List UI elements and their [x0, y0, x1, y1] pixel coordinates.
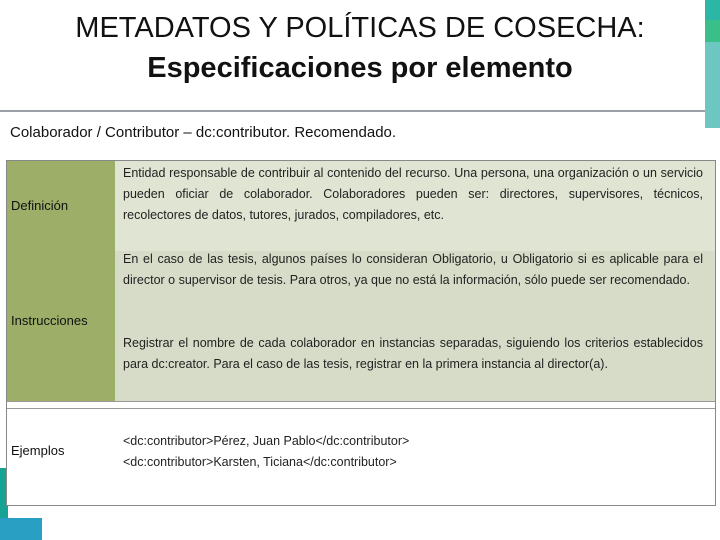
- label-instrucciones: Instrucciones: [11, 313, 88, 328]
- separator-content-cell: [115, 401, 715, 409]
- definicion-text: Entidad responsable de contribuir al contenido del recurso. Una persona, una organización o un servicio pueden oficiar de colaborador. Colaboradores pueden ser: directores, supervisores, técnicos, recolectores de datos, tutores, jurados, compiladores, etc.: [123, 166, 703, 222]
- slide-title: [0, 8, 720, 88]
- title-divider: [0, 110, 705, 112]
- specification-table: [6, 160, 716, 506]
- row-ejemplos: [7, 409, 715, 505]
- slide-title-line1: METADATOS Y POLÍTICAS DE COSECHA:: [75, 12, 645, 44]
- ejemplos-text: [123, 431, 703, 473]
- example-line-2: <dc:contributor>Karsten, Ticiana</dc:contributor>: [123, 455, 397, 469]
- row-content-cell: [115, 409, 715, 505]
- row-content-cell: [115, 161, 715, 251]
- row-label-cell: [7, 161, 115, 251]
- row-definicion: [7, 161, 715, 251]
- row-separator: [7, 401, 715, 409]
- instrucciones-text-2: Registrar el nombre de cada colaborador en instancias separadas, siguiendo los criterios establecidos para dc:creator. Para el caso de las tesis, registrar en la primera instancia al director(a).: [123, 336, 703, 371]
- corner-decoration-bottom-blue: [0, 518, 42, 540]
- instrucciones-text-1: En el caso de las tesis, algunos países lo consideran Obligatorio, u Obligatorio si es aplicable para el director o supervisor de tesis. Para otros, ya que no está la información, sólo puede ser recomendado.: [123, 252, 703, 287]
- example-line-1: <dc:contributor>Pérez, Juan Pablo</dc:contributor>: [123, 434, 410, 448]
- separator-label-cell: [7, 401, 115, 409]
- element-subtitle: Colaborador / Contributor – dc:contributor. Recomendado.: [10, 124, 397, 141]
- label-definicion: Definición: [11, 198, 69, 213]
- row-label-cell: [7, 409, 115, 505]
- row-instrucciones: [7, 251, 715, 401]
- label-ejemplos: Ejemplos: [11, 443, 65, 458]
- row-label-cell: [7, 251, 115, 401]
- row-content-cell: [115, 251, 715, 401]
- slide-title-line2: Especificaciones por elemento: [147, 52, 573, 84]
